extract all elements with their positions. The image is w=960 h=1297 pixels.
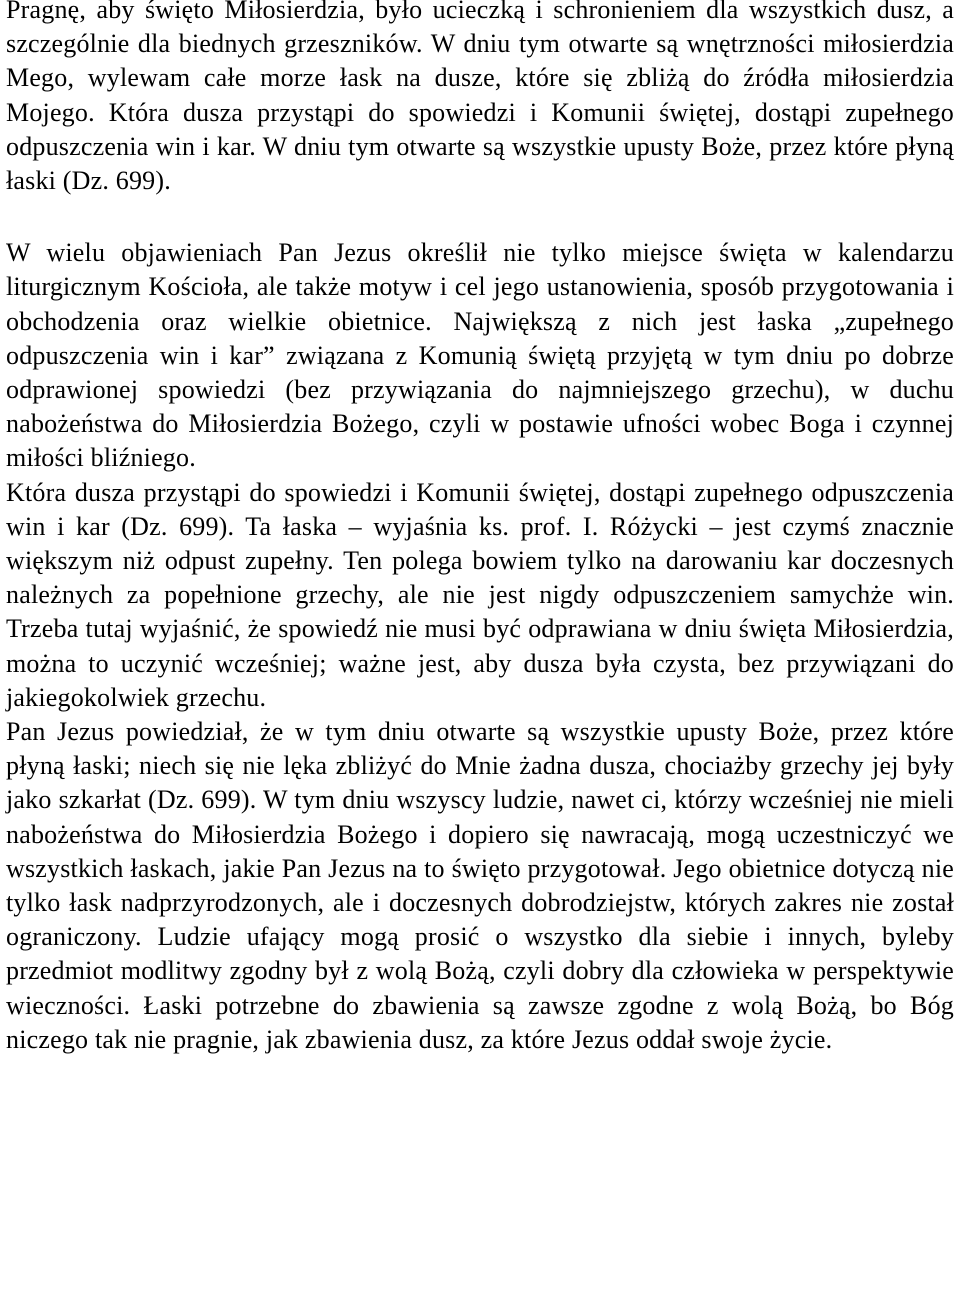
paragraph-spacer xyxy=(6,198,954,236)
paragraph-graces: Pan Jezus powiedział, że w tym dniu otwarte są wszystkie upusty Boże, przez które płyną łaski; niech się nie lęka zbliżyć do Mnie żadna dusza, chociażby grzechy jej były jako szkarłat (Dz. 699). W tym dniu wszyscy ludzie, nawet ci, którzy wcześniej nie mieli nabożeństwa do Miłosierdzia Bożego i dopiero się nawracają, mogą uczestniczyć we wszystkich łaskach, jakie Pan Jezus na to święto przygotował. Jego obietnice dotyczą nie tylko łask nadprzyrodzonych, ale i doczesnych dobrodziejstw, których zakres nie został ograniczony. Ludzie ufający mogą prosić o wszystko dla siebie i innych, byleby przedmiot modlitwy zgodny był z wolą Bożą, czyli dobry dla człowieka w perspektywie wieczności. Łaski potrzebne do zbawienia są zawsze zgodne z wolą Bożą, bo Bóg niczego tak nie pragnie, jak zbawienia dusz, za które Jezus oddał swoje życie. xyxy=(6,717,954,1054)
paragraph-quote-feast-of-mercy: Pragnę, aby święto Miłosierdzia, było ucieczką i schronieniem dla wszystkich dusz, a szczególnie dla biednych grzeszników. W dniu tym otwarte są wnętrzności miłosierdzia Mego, wylewam całe morze łask na dusze, które się zbliżą do źródła miłosierdzia Mojego. Która dusza przystąpi do spowiedzi i Komunii świętej, dostąpi zupełnego odpuszczenia win i kar. W dniu tym otwarte są wszystkie upusty Boże, przez które płyną łaski (Dz. 699). xyxy=(6,0,954,196)
paragraph-complete-forgiveness: Która dusza przystąpi do spowiedzi i Komunii świętej, dostąpi zupełnego odpuszczenia win i kar (Dz. 699). Ta łaska – wyjaśnia ks. prof. I. Różycki – jest czymś znacznie większym niż odpust zupełny. Ten polega bowiem tylko na darowaniu kar doczesnych należnych za popełnione grzechy, ale nie jest nigdy odpuszczeniem samychże win. Trzeba tutaj wyjaśnić, że spowiedź nie musi być odprawiana w dniu święta Miłosierdzia, można to uczynić wcześniej; ważne jest, aby dusza była czysta, bez przywiązani do jakiegokolwiek grzechu. xyxy=(6,477,954,712)
paragraph-revelations: W wielu objawieniach Pan Jezus określił nie tylko miejsce święta w kalendarzu liturgicznym Kościoła, ale także motyw i cel jego ustanowienia, sposób przygotowania i obchodzenia oraz wielkie obietnice. Największą z nich jest łaska „zupełnego odpuszczenia win i kar” związana z Komunią świętą przyjętą w tym dniu po dobrze odprawionej spowiedzi (bez przywiązania do najmniejszego grzechu), w duchu nabożeństwa do Miłosierdzia Bożego, czyli w postawie ufności wobec Boga i czynnej miłości bliźniego. xyxy=(6,238,954,473)
